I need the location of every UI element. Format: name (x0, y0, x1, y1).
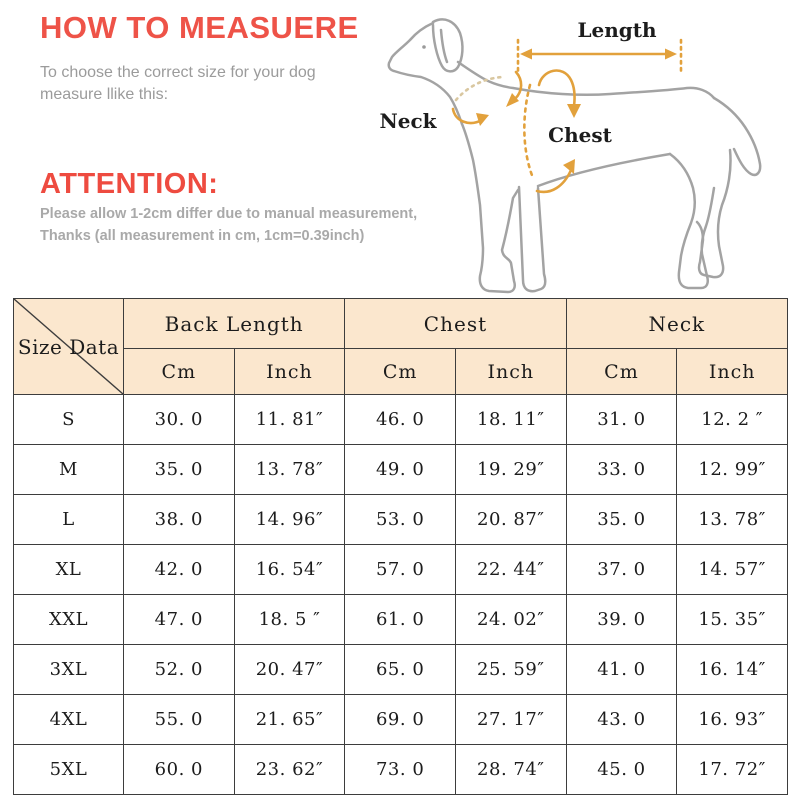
value-cell: 57. 0 (345, 545, 456, 595)
unit-header: Cm (566, 349, 677, 395)
table-corner-cell (14, 299, 124, 395)
neck-arrowhead (476, 113, 489, 126)
attention-text (40, 204, 417, 248)
dog-eye (422, 45, 426, 49)
size-cell: 3XL (14, 645, 124, 695)
value-cell: 49. 0 (345, 445, 456, 495)
size-table (13, 298, 788, 795)
size-cell: S (14, 395, 124, 445)
value-cell: 65. 0 (345, 645, 456, 695)
table-row (14, 695, 788, 745)
value-cell: 25. 59″ (455, 645, 566, 695)
table-row (14, 495, 788, 545)
unit-header: Inch (234, 349, 345, 395)
value-cell: 20. 87″ (455, 495, 566, 545)
size-cell: M (14, 445, 124, 495)
corner-label: Size Data (17, 334, 120, 359)
value-cell: 52. 0 (124, 645, 235, 695)
value-cell: 38. 0 (124, 495, 235, 545)
value-cell: 12. 99″ (677, 445, 788, 495)
withers-hook-arrow (515, 72, 521, 99)
unit-header: Inch (455, 349, 566, 395)
column-group-chest: Chest (345, 299, 566, 349)
value-cell: 35. 0 (124, 445, 235, 495)
value-cell: 60. 0 (124, 745, 235, 795)
value-cell: 20. 47″ (234, 645, 345, 695)
unit-header: Cm (124, 349, 235, 395)
value-cell: 47. 0 (124, 595, 235, 645)
dog-measurement-diagram (370, 0, 800, 300)
length-arrowhead-right (665, 49, 677, 60)
value-cell: 13. 78″ (677, 495, 788, 545)
size-cell: 4XL (14, 695, 124, 745)
value-cell: 31. 0 (566, 395, 677, 445)
table-row (14, 545, 788, 595)
size-cell: L (14, 495, 124, 545)
value-cell: 12. 2 ″ (677, 395, 788, 445)
value-cell: 14. 96″ (234, 495, 345, 545)
value-cell: 43. 0 (566, 695, 677, 745)
value-cell: 39. 0 (566, 595, 677, 645)
table-row (14, 745, 788, 795)
value-cell: 17. 72″ (677, 745, 788, 795)
value-cell: 13. 78″ (234, 445, 345, 495)
column-group-back-length: Back Length (124, 299, 345, 349)
value-cell: 24. 02″ (455, 595, 566, 645)
subtitle-line-2: measure llike this: (40, 86, 169, 104)
length-arrowhead-left (520, 49, 532, 60)
value-cell: 14. 57″ (677, 545, 788, 595)
value-cell: 30. 0 (124, 395, 235, 445)
value-cell: 42. 0 (124, 545, 235, 595)
size-cell: 5XL (14, 745, 124, 795)
value-cell: 15. 35″ (677, 595, 788, 645)
value-cell: 46. 0 (345, 395, 456, 445)
value-cell: 19. 29″ (455, 445, 566, 495)
unit-header: Cm (345, 349, 456, 395)
value-cell: 16. 93″ (677, 695, 788, 745)
column-group-neck: Neck (566, 299, 787, 349)
value-cell: 27. 17″ (455, 695, 566, 745)
table-row (14, 445, 788, 495)
size-cell: XL (14, 545, 124, 595)
value-cell: 35. 0 (566, 495, 677, 545)
size-cell: XXL (14, 595, 124, 645)
neck-label: Neck (379, 109, 437, 133)
subtitle-line-1: To choose the correct size for your dog (40, 64, 316, 81)
value-cell: 33. 0 (566, 445, 677, 495)
unit-header: Inch (677, 349, 788, 395)
value-cell: 41. 0 (566, 645, 677, 695)
dog-outline-illustration (389, 19, 760, 292)
value-cell: 22. 44″ (455, 545, 566, 595)
arrowheads (476, 49, 677, 175)
value-cell: 61. 0 (345, 595, 456, 645)
page-title: HOW TO MEASUERE (40, 10, 359, 45)
value-cell: 16. 14″ (677, 645, 788, 695)
value-cell: 18. 11″ (455, 395, 566, 445)
value-cell: 18. 5 ″ (234, 595, 345, 645)
chest-girth-dotted-line (524, 85, 533, 178)
value-cell: 45. 0 (566, 745, 677, 795)
value-cell: 16. 54″ (234, 545, 345, 595)
value-cell: 53. 0 (345, 495, 456, 545)
value-cell: 37. 0 (566, 545, 677, 595)
value-cell: 28. 74″ (455, 745, 566, 795)
value-cell: 21. 65″ (234, 695, 345, 745)
chest-top-arrowhead (567, 104, 581, 118)
attention-line-2: Thanks (all measurement in cm, 1cm=0.39inch) (40, 227, 365, 244)
attention-title: ATTENTION: (40, 168, 219, 200)
value-cell: 55. 0 (124, 695, 235, 745)
value-cell: 69. 0 (345, 695, 456, 745)
attention-line-1: Please allow 1-2cm differ due to manual measurement, (40, 206, 418, 222)
table-row (14, 395, 788, 445)
table-row (14, 645, 788, 695)
value-cell: 11. 81″ (234, 395, 345, 445)
table-row (14, 595, 788, 645)
length-label: Length (577, 18, 657, 42)
chest-label: Chest (548, 123, 612, 147)
value-cell: 23. 62″ (234, 745, 345, 795)
subtitle (40, 62, 316, 107)
chest-top-arrow (539, 71, 575, 106)
value-cell: 73. 0 (345, 745, 456, 795)
dog-collar-dotted-line (456, 77, 503, 100)
